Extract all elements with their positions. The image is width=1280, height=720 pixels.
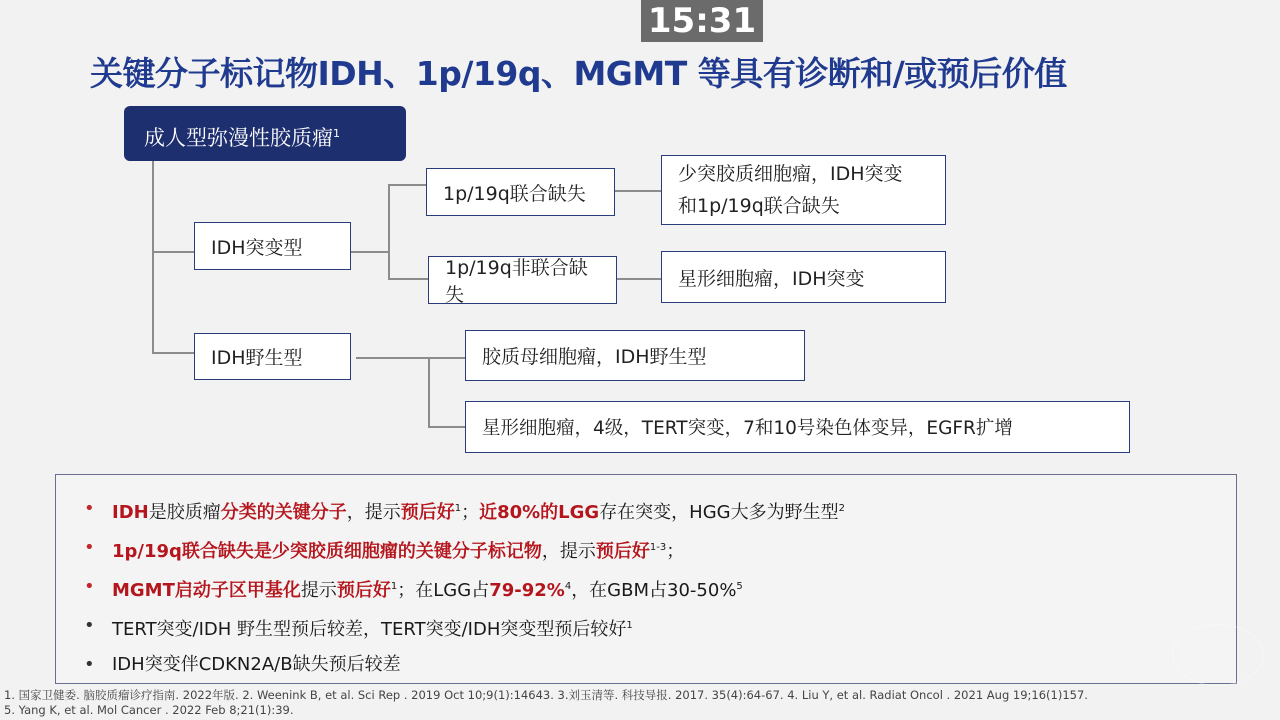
root-node-label: 成人型弥漫性胶质瘤 [144, 126, 333, 150]
bullet-text: 是胶质瘤 [148, 502, 221, 523]
bullet-dot: • [84, 498, 95, 519]
glioblastoma-label: 胶质母细胞瘤，IDH野生型 [482, 346, 707, 368]
connector [428, 357, 430, 427]
bullet-text: ； [666, 541, 685, 562]
bullet-text: 提示 [300, 580, 337, 601]
bullet-text: IDH突变伴CDKN2A/B缺失预后较差 [112, 654, 401, 675]
connector [350, 251, 388, 253]
timer-display: 15:31 [641, 0, 763, 42]
non-codeleted-label: 1p/19q非联合缺失 [445, 257, 588, 306]
key-points-list [84, 489, 845, 684]
bullet-text: TERT突变/IDH 野生型预后较差，TERT突变/IDH突变型预后较好 [112, 619, 627, 640]
codeleted-node [426, 168, 615, 216]
watermark-logo [1172, 624, 1264, 686]
key-points-panel [55, 474, 1237, 684]
ref-sup: 5 [736, 581, 743, 592]
astrocytoma-mutant-node [661, 251, 946, 303]
bullet-text: MGMT启动子区甲基化 [112, 580, 301, 601]
bullet-text: 预后好 [400, 502, 455, 523]
connector [152, 161, 154, 353]
bullet-item-5 [84, 645, 845, 684]
slide-title: 关键分子标记物IDH、1p/19q、MGMT 等具有诊断和/或预后价值 [90, 54, 1067, 93]
connector [356, 357, 428, 359]
bullet-text: ，在GBM占30-50% [571, 580, 737, 601]
ref-sup: 1 [626, 620, 633, 631]
astrocytoma-wildtype-node [465, 401, 1130, 453]
bullet-text: 预后好 [336, 580, 391, 601]
ref-sup: 2 [838, 503, 845, 514]
non-codeleted-node [428, 256, 617, 304]
bullet-text: ，提示 [346, 502, 401, 523]
bullet-dot: • [84, 537, 95, 558]
reference-line-1: 1. 国家卫健委. 脑胶质瘤诊疗指南. 2022年版. 2. Weenink B, et al. Sci Rep . 2019 Oct 10;9(1):14643. 3.刘玉清等. 科技导报. 2017. 35(4):64-67. 4. Liu Y, et al. Radiat Oncol . 2021 Aug 19;16(1)157. [4, 688, 1088, 702]
bullet-text: 存在突变，HGG大多为野生型 [599, 502, 839, 523]
ref-sup: 1 [390, 581, 398, 592]
ref-sup: 4 [564, 581, 572, 592]
bullet-item-3 [84, 567, 845, 606]
ref-sup: 1 [454, 503, 462, 514]
astrocytoma-wildtype-label: 星形细胞瘤，4级，TERT突变，7和10号染色体变异，EGFR扩增 [482, 418, 1013, 439]
references [4, 688, 1274, 717]
bullet-item-1 [84, 489, 845, 528]
connector [152, 251, 195, 253]
bullet-text: 预后好 [595, 541, 650, 562]
bullet-dot: • [84, 654, 95, 675]
connector [152, 352, 195, 354]
connector [428, 426, 466, 428]
idh-mutant-label: IDH突变型 [211, 236, 303, 259]
bullet-text: 近80%的LGG [479, 502, 600, 523]
reference-line-2: 5. Yang K, et al. Mol Cancer . 2022 Feb 8;21(1):39. [4, 702, 294, 717]
bullet-text: 分类的关键分子 [220, 502, 347, 523]
bullet-text: ，提示 [541, 541, 596, 562]
connector [428, 357, 466, 359]
connector [388, 278, 428, 280]
root-node-ref: 1 [333, 127, 340, 140]
connector [615, 190, 662, 192]
oligodendroglioma-node [661, 155, 946, 225]
bullet-text: IDH [112, 502, 149, 523]
bullet-text: ； [461, 502, 480, 523]
codeleted-label: 1p/19q联合缺失 [443, 182, 586, 205]
glioblastoma-node [465, 330, 805, 381]
bullet-text: ；在LGG占 [397, 580, 490, 601]
connector [388, 184, 428, 186]
root-node [124, 106, 406, 161]
idh-wildtype-label: IDH野生型 [211, 347, 303, 369]
bullet-text: 79-92% [489, 580, 565, 601]
astrocytoma-mutant-label: 星形细胞瘤，IDH突变 [678, 267, 865, 290]
bullet-item-2 [84, 528, 845, 567]
bullet-dot: • [84, 615, 95, 636]
oligodendroglioma-label: 少突胶质细胞瘤，IDH突变和1p/19q联合缺失 [678, 163, 903, 217]
bullet-text: 1p/19q联合缺失是少突胶质细胞瘤的关键分子标记物 [112, 541, 542, 562]
ref-sup: 1-3 [649, 542, 667, 553]
connector [388, 184, 390, 279]
bullet-item-4 [84, 606, 845, 645]
connector [617, 278, 662, 280]
idh-wildtype-node [194, 333, 351, 380]
bullet-dot: • [84, 576, 95, 597]
idh-mutant-node [194, 222, 351, 270]
